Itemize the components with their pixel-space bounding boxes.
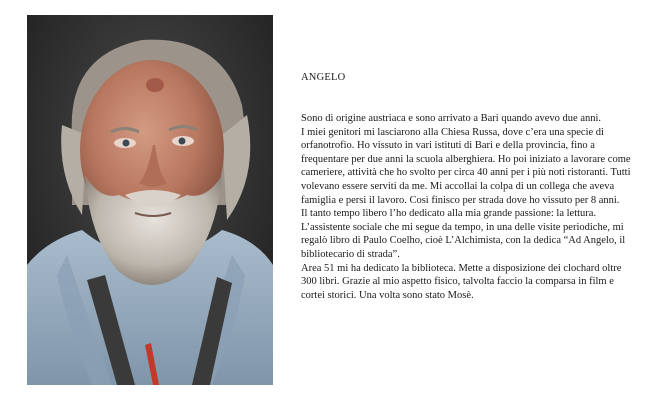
biography-paragraph: I miei genitori mi lasciarono alla Chiesa Russa, dove c’era una specie di orfanotrofio. Ho vissuto in vari istituti di Bari e della provincia, fino a frequentare per due anni la scuola alberghiera. Ho poi iniziato a lavorare come cameriere, attività che ho svolto per circa 40 anni per i più noti ristoranti. Tutti volevano essere serviti da me. Mi accollai la colpa di un collega che aveva famiglia e persi il lavoro. Così finisco per strada dove ho vissuto per 8 anni.	[301, 126, 631, 206]
biography-paragraph: Sono di origine austriaca e sono arrivato a Bari quando avevo due anni.	[301, 113, 602, 124]
biography-paragraph: Il tanto tempo libero l’ho dedicato alla mia grande passione: la lettura. L’assistente sociale che mi segue da tempo, in una delle visite periodiche, mi regalò libro di Paulo Coelho, cioè L’Alchimista, con la dedica “Ad Angelo, il bibliotecario di strada”.	[301, 208, 626, 260]
person-name: ANGELO	[301, 72, 346, 83]
biography-body	[301, 112, 637, 302]
biography-paragraph: Area 51 mi ha dedicato la biblioteca. Mette a disposizione dei clochard oltre 300 libri. Grazie al mio aspetto fisico, talvolta faccio la comparsa in film e cortei storici. Una volta sono stato Mosè.	[301, 262, 622, 301]
portrait-photo	[27, 15, 273, 385]
